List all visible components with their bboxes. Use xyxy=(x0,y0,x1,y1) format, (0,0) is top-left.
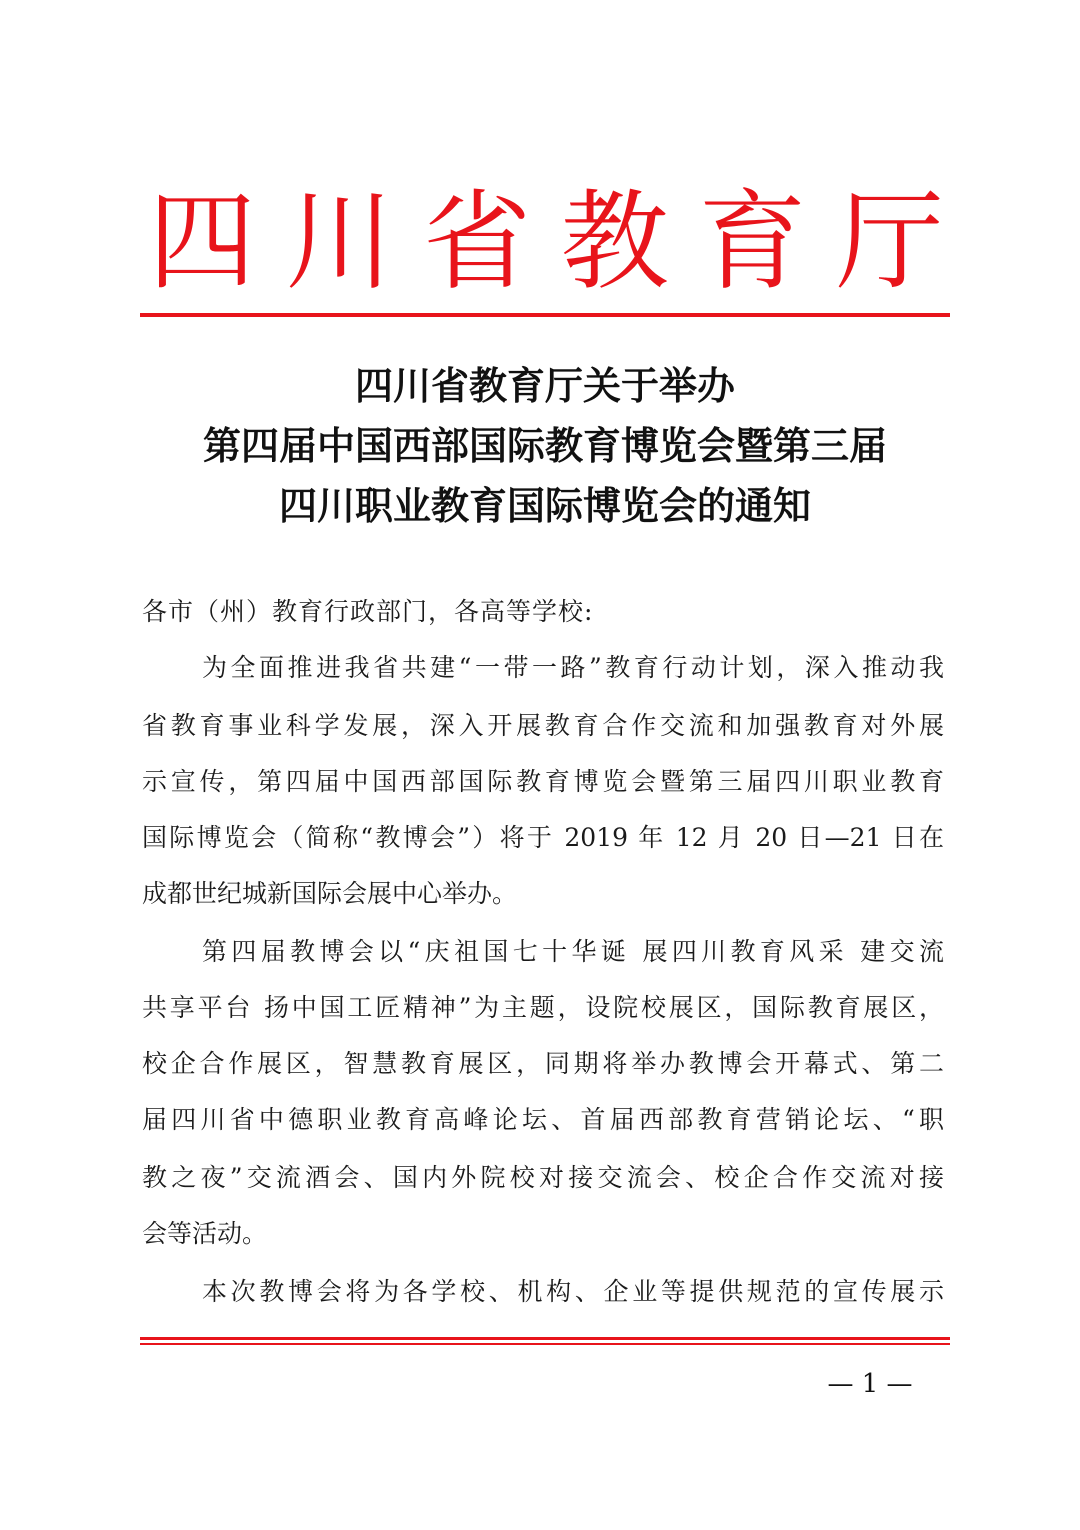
title-line: 四川省教育厅关于举办 xyxy=(354,363,735,408)
body-line: 第四届教博会以“庆祖国七十华诞 展四川教育风采 建交流 xyxy=(202,937,944,966)
body-line: 届四川省中德职业教育高峰论坛、首届西部教育营销论坛、“职 xyxy=(142,1105,944,1134)
body-line: 教之夜”交流酒会、国内外院校对接交流会、校企合作交流对接 xyxy=(142,1163,944,1192)
letterhead-char: 厅 xyxy=(835,180,944,305)
document-title xyxy=(140,356,950,536)
salutation: 各市（州）教育行政部门，各高等学校: xyxy=(142,597,594,626)
title-line: 第四届中国西部国际教育博览会暨第三届 xyxy=(202,423,887,468)
body-line: 会等活动。 xyxy=(142,1219,268,1248)
letterhead-char: 教 xyxy=(560,180,669,305)
body-line: 校企合作展区，智慧教育展区，同期将举办教博会开幕式、第二 xyxy=(142,1049,944,1078)
page-number: — 1 — xyxy=(827,1369,913,1399)
body-line: 国际博览会（简称“教博会”）将于 2019 年 12 月 20 日—21 日在 xyxy=(142,823,944,852)
letterhead-char: 川 xyxy=(285,180,394,305)
body-line: 本次教博会将为各学校、机构、企业等提供规范的宣传展示 xyxy=(202,1277,944,1306)
body-line: 共享平台 扬中国工匠精神”为主题，设院校展区，国际教育展区， xyxy=(142,993,944,1022)
letterhead-char: 育 xyxy=(698,180,807,305)
body-line: 成都世纪城新国际会展中心举办。 xyxy=(142,879,518,908)
footer-red-rule-top xyxy=(140,1337,950,1340)
body-line: 示宣传，第四届中国西部国际教育博览会暨第三届四川职业教育 xyxy=(142,767,944,796)
body-line: 为全面推进我省共建“一带一路”教育行动计划，深入推动我 xyxy=(202,653,944,682)
body-line: 省教育事业科学发展，深入开展教育合作交流和加强教育对外展 xyxy=(142,711,944,740)
title-line: 四川职业教育国际博览会的通知 xyxy=(278,483,811,528)
letterhead-char: 四 xyxy=(147,180,256,305)
letterhead-char: 省 xyxy=(423,180,532,305)
footer-red-rule-bottom xyxy=(140,1343,950,1345)
letterhead-title xyxy=(142,178,950,308)
header-red-rule xyxy=(140,313,950,317)
